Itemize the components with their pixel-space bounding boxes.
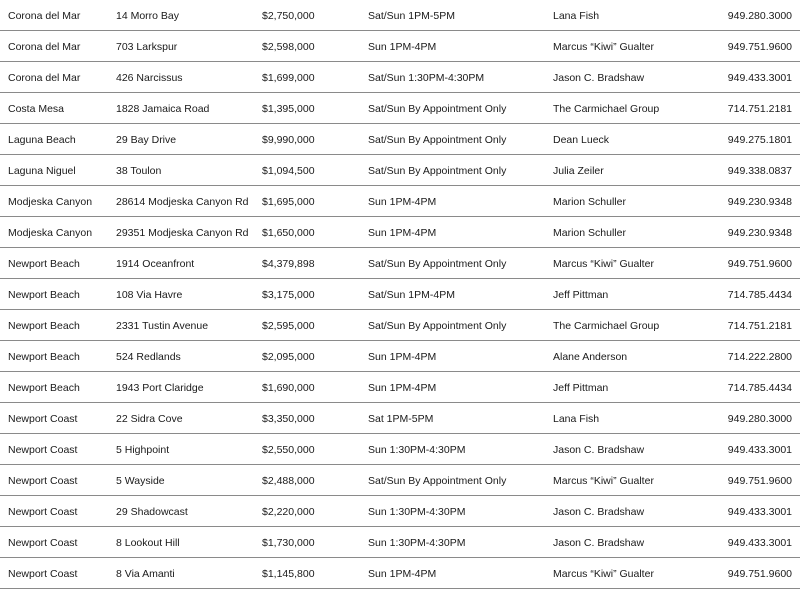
listing-open-house-time: Sat/Sun By Appointment Only	[368, 165, 507, 177]
listing-city: Newport Coast	[8, 413, 78, 425]
listing-city: Modjeska Canyon	[8, 227, 93, 239]
listing-agent: Jason C. Bradshaw	[553, 444, 645, 456]
listing-price: $1,690,000	[262, 382, 315, 394]
listing-open-house-time: Sat/Sun 1:30PM-4:30PM	[368, 72, 485, 84]
listing-phone: 949.751.9600	[727, 41, 792, 53]
listing-address: 5 Wayside	[116, 475, 165, 487]
table-row	[0, 341, 800, 372]
table-row	[0, 248, 800, 279]
listing-open-house-time: Sun 1PM-4PM	[368, 568, 437, 580]
listing-agent: Jeff Pittman	[553, 289, 609, 301]
listing-phone: 949.433.3001	[727, 506, 792, 518]
listing-price: $2,595,000	[262, 320, 315, 332]
listing-phone: 949.433.3001	[727, 444, 792, 456]
listing-address: 1943 Port Claridge	[116, 382, 204, 394]
listing-address: 524 Redlands	[116, 351, 181, 363]
listing-agent: Marcus “Kiwi” Gualter	[553, 258, 654, 270]
table-row	[0, 310, 800, 341]
listing-price: $3,350,000	[262, 413, 315, 425]
table-row	[0, 403, 800, 434]
listing-address: 29351 Modjeska Canyon Rd	[116, 227, 249, 239]
listing-agent: Lana Fish	[553, 413, 600, 425]
listing-address: 29 Bay Drive	[116, 134, 177, 146]
listing-open-house-time: Sat/Sun 1PM-4PM	[368, 289, 455, 301]
listing-agent: Jason C. Bradshaw	[553, 537, 645, 549]
listing-city: Costa Mesa	[8, 103, 65, 115]
listing-price: $1,699,000	[262, 72, 315, 84]
table-row	[0, 372, 800, 403]
listing-price: $9,990,000	[262, 134, 315, 146]
listing-phone: 949.280.3000	[727, 413, 792, 425]
listing-price: $1,094,500	[262, 165, 315, 177]
listing-phone: 949.280.3000	[727, 10, 792, 22]
listing-agent: The Carmichael Group	[553, 320, 660, 332]
listing-city: Newport Coast	[8, 506, 78, 518]
listing-phone: 714.785.4434	[727, 382, 792, 394]
listing-agent: Marcus “Kiwi” Gualter	[553, 475, 654, 487]
listing-phone: 714.785.4434	[727, 289, 792, 301]
listing-city: Modjeska Canyon	[8, 196, 93, 208]
listing-agent: Alane Anderson	[553, 351, 628, 363]
table-row	[0, 155, 800, 186]
listing-agent: Julia Zeiler	[553, 165, 604, 177]
table-row	[0, 31, 800, 62]
listing-city: Newport Coast	[8, 475, 78, 487]
listing-phone: 714.222.2800	[727, 351, 792, 363]
listing-agent: Dean Lueck	[553, 134, 610, 146]
listing-address: 22 Sidra Cove	[116, 413, 183, 425]
listing-address: 8 Via Amanti	[116, 568, 175, 580]
listing-price: $2,488,000	[262, 475, 315, 487]
listing-agent: Jeff Pittman	[553, 382, 609, 394]
table-row	[0, 279, 800, 310]
listing-address: 2331 Tustin Avenue	[116, 320, 209, 332]
listing-phone: 714.751.2181	[727, 320, 792, 332]
listing-address: 14 Morro Bay	[116, 10, 180, 22]
listing-agent: Marion Schuller	[553, 196, 626, 208]
listing-city: Newport Beach	[8, 289, 80, 301]
listing-address: 1828 Jamaica Road	[116, 103, 210, 115]
table-row	[0, 93, 800, 124]
listing-price: $2,750,000	[262, 10, 315, 22]
listing-phone: 949.338.0837	[727, 165, 792, 177]
listing-open-house-time: Sun 1PM-4PM	[368, 227, 437, 239]
listing-price: $4,379,898	[262, 258, 315, 270]
listing-open-house-time: Sun 1:30PM-4:30PM	[368, 444, 466, 456]
listing-address: 1914 Oceanfront	[116, 258, 195, 270]
table-row	[0, 186, 800, 217]
listing-agent: The Carmichael Group	[553, 103, 660, 115]
listing-price: $1,145,800	[262, 568, 315, 580]
table-row	[0, 434, 800, 465]
listing-open-house-time: Sat/Sun By Appointment Only	[368, 134, 507, 146]
listing-price: $2,095,000	[262, 351, 315, 363]
listing-agent: Marcus “Kiwi” Gualter	[553, 568, 654, 580]
listing-price: $1,695,000	[262, 196, 315, 208]
listing-open-house-time: Sat 1PM-5PM	[368, 413, 434, 425]
listing-agent: Marcus “Kiwi” Gualter	[553, 41, 654, 53]
table-row	[0, 558, 800, 589]
listing-city: Newport Beach	[8, 320, 80, 332]
table-row	[0, 217, 800, 248]
listing-price: $2,598,000	[262, 41, 315, 53]
listing-phone: 949.751.9600	[727, 568, 792, 580]
listing-price: $1,650,000	[262, 227, 315, 239]
listing-phone: 949.230.9348	[727, 196, 792, 208]
listing-price: $2,550,000	[262, 444, 315, 456]
listing-address: 29 Shadowcast	[116, 506, 188, 518]
listing-city: Corona del Mar	[8, 10, 81, 22]
listing-agent: Jason C. Bradshaw	[553, 72, 645, 84]
table-row	[0, 496, 800, 527]
listing-phone: 949.230.9348	[727, 227, 792, 239]
listing-address: 108 Via Havre	[116, 289, 183, 301]
listing-price: $1,730,000	[262, 537, 315, 549]
listing-city: Newport Beach	[8, 382, 80, 394]
listing-open-house-time: Sun 1PM-4PM	[368, 382, 437, 394]
listing-city: Laguna Niguel	[8, 165, 76, 177]
listing-open-house-time: Sat/Sun By Appointment Only	[368, 103, 507, 115]
listing-agent: Jason C. Bradshaw	[553, 506, 645, 518]
listing-open-house-time: Sun 1:30PM-4:30PM	[368, 537, 466, 549]
listing-phone: 949.751.9600	[727, 475, 792, 487]
table-row	[0, 62, 800, 93]
listing-phone: 949.433.3001	[727, 537, 792, 549]
listing-city: Laguna Beach	[8, 134, 76, 146]
listing-open-house-time: Sun 1PM-4PM	[368, 41, 437, 53]
listing-phone: 714.751.2181	[727, 103, 792, 115]
listing-open-house-time: Sat/Sun 1PM-5PM	[368, 10, 455, 22]
listing-agent: Lana Fish	[553, 10, 600, 22]
listing-open-house-time: Sat/Sun By Appointment Only	[368, 258, 507, 270]
listing-price: $3,175,000	[262, 289, 315, 301]
table-row	[0, 465, 800, 496]
listing-city: Corona del Mar	[8, 72, 81, 84]
listing-open-house-time: Sun 1PM-4PM	[368, 196, 437, 208]
listing-phone: 949.275.1801	[727, 134, 792, 146]
listing-address: 8 Lookout Hill	[116, 537, 180, 549]
listing-price: $2,220,000	[262, 506, 315, 518]
table-row	[0, 0, 800, 31]
listing-city: Newport Beach	[8, 258, 80, 270]
table-row	[0, 527, 800, 558]
listing-address: 28614 Modjeska Canyon Rd	[116, 196, 249, 208]
listing-address: 426 Narcissus	[116, 72, 183, 84]
listing-city: Newport Coast	[8, 444, 78, 456]
listing-city: Newport Coast	[8, 537, 78, 549]
listing-open-house-time: Sat/Sun By Appointment Only	[368, 320, 507, 332]
listing-phone: 949.433.3001	[727, 72, 792, 84]
listing-phone: 949.751.9600	[727, 258, 792, 270]
listing-city: Newport Coast	[8, 568, 78, 580]
listing-price: $1,395,000	[262, 103, 315, 115]
listing-address: 38 Toulon	[116, 165, 162, 177]
listing-agent: Marion Schuller	[553, 227, 626, 239]
listing-address: 5 Highpoint	[116, 444, 170, 456]
table-row	[0, 124, 800, 155]
listing-open-house-time: Sun 1PM-4PM	[368, 351, 437, 363]
listing-city: Corona del Mar	[8, 41, 81, 53]
listing-address: 703 Larkspur	[116, 41, 178, 53]
listing-city: Newport Beach	[8, 351, 80, 363]
listing-open-house-time: Sun 1:30PM-4:30PM	[368, 506, 466, 518]
listing-open-house-time: Sat/Sun By Appointment Only	[368, 475, 507, 487]
